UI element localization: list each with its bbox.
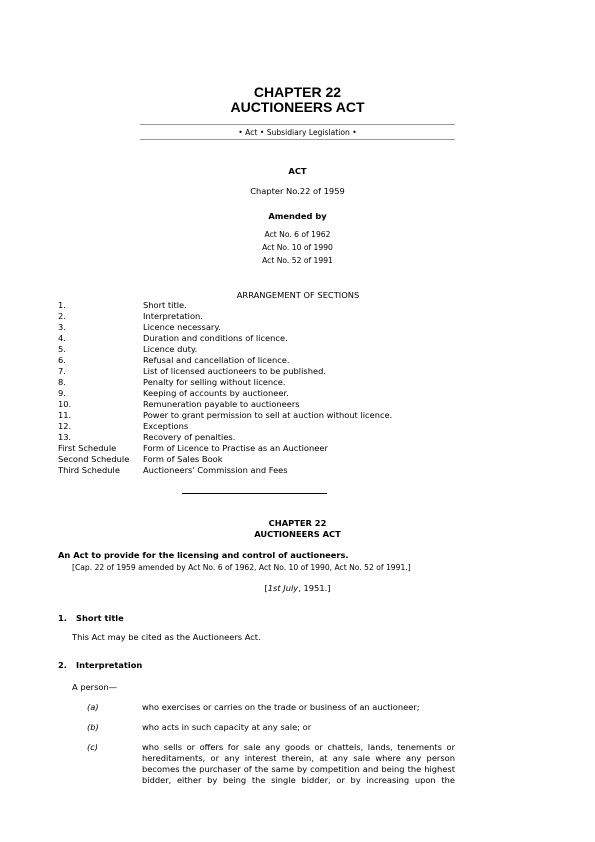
item-c-text: [142, 742, 455, 786]
item-c-line: who sells or offers for sale any goods or chattels, lands, tenements or: [142, 742, 455, 752]
arrangement-row-number: 6.: [58, 355, 66, 365]
arrangement-row-number: First Schedule: [58, 443, 117, 453]
arrangement-row[interactable]: [58, 355, 478, 366]
arrangement-row[interactable]: [58, 322, 478, 333]
citation: [Cap. 22 of 1959 amended by Act No. 6 of 1962, Act No. 10 of 1990, Act No. 52 of 1991.]: [72, 563, 411, 572]
arrangement-row-number: Third Schedule: [58, 465, 120, 475]
chapter-title: CHAPTER 22: [253, 84, 342, 100]
amendment-2: Act No. 10 of 1990: [262, 243, 333, 252]
arrangement-row[interactable]: [58, 344, 478, 355]
arrangement-row[interactable]: [58, 366, 478, 377]
body-chapter-title: CHAPTER 22: [268, 518, 327, 528]
arrangement-row[interactable]: [58, 388, 478, 399]
arrangement-row-number: 10.: [58, 399, 72, 409]
arrangement-row-number: 4.: [58, 333, 66, 343]
item-c-line: bidder, either by being the single bidder, or by increasing upon the: [142, 775, 455, 785]
act-title: AUCTIONEERS ACT: [230, 99, 365, 115]
bullet-icon: •: [259, 128, 265, 137]
arrangement-row-title: Short title.: [143, 300, 187, 310]
arrangement-row-title: Licence duty.: [143, 344, 198, 354]
arrangement-row-number: Second Schedule: [58, 454, 130, 464]
arrangement-row-title: Form of Sales Book: [143, 454, 223, 464]
amendment-3: Act No. 52 of 1991: [262, 256, 333, 265]
arrangement-row-number: 1.: [58, 300, 66, 310]
arrangement-row-title: Refusal and cancellation of licence.: [143, 355, 290, 365]
divider-top: [140, 124, 455, 125]
body-act-title: AUCTIONEERS ACT: [254, 529, 341, 539]
amendment-1: Act No. 6 of 1962: [264, 230, 331, 239]
amended-by-heading: Amended by: [268, 211, 327, 221]
item-c-line: hereditaments, or any interest therein, at any sale where any person: [142, 753, 455, 763]
arrangement-heading: ARRANGEMENT OF SECTIONS: [236, 290, 360, 300]
arrangement-row[interactable]: [58, 333, 478, 344]
commencement: [1st July, 1951.]: [264, 583, 331, 593]
arrangement-row-number: 8.: [58, 377, 66, 387]
section-divider: [182, 493, 327, 494]
divider-bottom: [140, 139, 455, 140]
arrangement-row-title: Interpretation.: [143, 311, 203, 321]
arrangement-row-number: 13.: [58, 432, 72, 442]
arrangement-row-number: 11.: [58, 410, 72, 420]
arrangement-row[interactable]: [58, 432, 478, 443]
bullet-icon: •: [352, 128, 357, 137]
arrangement-row-number: 7.: [58, 366, 66, 376]
arrangement-row[interactable]: [58, 399, 478, 410]
arrangement-row-title: Penalty for selling without licence.: [143, 377, 286, 387]
commencement-date: 1st July: [267, 583, 299, 593]
arrangement-row[interactable]: [58, 311, 478, 322]
arrangement-row[interactable]: [58, 410, 478, 421]
arrangement-row-title: Auctioneers' Commission and Fees: [143, 465, 288, 475]
item-a-label: (a): [87, 702, 99, 712]
item-c-line: becomes the purchaser of the same by competition and being the highest: [142, 764, 455, 774]
item-a-text: who exercises or carries on the trade or business of an auctioneer;: [142, 702, 420, 712]
arrangement-row-number: 12.: [58, 421, 72, 431]
nav-links: [0, 127, 595, 138]
arrangement-row[interactable]: [58, 377, 478, 388]
commencement-year: , 1951.]: [298, 583, 331, 593]
item-b-text: who acts in such capacity at any sale; or: [142, 722, 312, 732]
arrangement-row-title: Exceptions: [143, 421, 189, 431]
arrangement-row-title: Duration and conditions of licence.: [143, 333, 288, 343]
section-1-heading: Short title: [76, 613, 124, 623]
act-heading: ACT: [288, 166, 307, 176]
arrangement-row-number: 9.: [58, 388, 66, 398]
arrangement-row[interactable]: [58, 443, 478, 454]
long-title: An Act to provide for the licensing and control of auctioneers.: [58, 550, 349, 560]
arrangement-row-title: Power to grant permission to sell at auction without licence.: [143, 410, 393, 420]
arrangement-row-title: Remuneration payable to auctioneers: [143, 399, 300, 409]
arrangement-row[interactable]: [58, 421, 478, 432]
arrangement-row-title: Form of Licence to Practise as an Auctioneer: [143, 443, 328, 453]
section-2-number: 2.: [58, 660, 67, 670]
arrangement-row-number: 3.: [58, 322, 66, 332]
section-1-number: 1.: [58, 613, 67, 623]
section-1-text: This Act may be cited as the Auctioneers Act.: [72, 632, 261, 642]
nav-act-link[interactable]: Act: [245, 128, 258, 137]
arrangement-row-title: Licence necessary.: [143, 322, 221, 332]
arrangement-row-number: 2.: [58, 311, 66, 321]
item-b-label: (b): [87, 722, 99, 732]
arrangement-row[interactable]: [58, 454, 478, 465]
arrangement-row[interactable]: [58, 465, 478, 476]
arrangement-row-title: Recovery of penalties.: [143, 432, 236, 442]
item-c-label: (c): [87, 742, 99, 752]
section-2-intro: A person—: [72, 682, 118, 692]
nav-subsidiary-link[interactable]: Subsidiary Legislation: [266, 128, 350, 137]
arrangement-row-number: 5.: [58, 344, 66, 354]
arrangement-row[interactable]: [58, 300, 478, 311]
arrangement-row-title: Keeping of accounts by auctioneer.: [143, 388, 289, 398]
section-2-heading: Interpretation: [76, 660, 143, 670]
chapter-number: Chapter No.22 of 1959: [250, 186, 345, 196]
bullet-icon: •: [238, 128, 243, 137]
arrangement-row-title: List of licensed auctioneers to be published.: [143, 366, 326, 376]
